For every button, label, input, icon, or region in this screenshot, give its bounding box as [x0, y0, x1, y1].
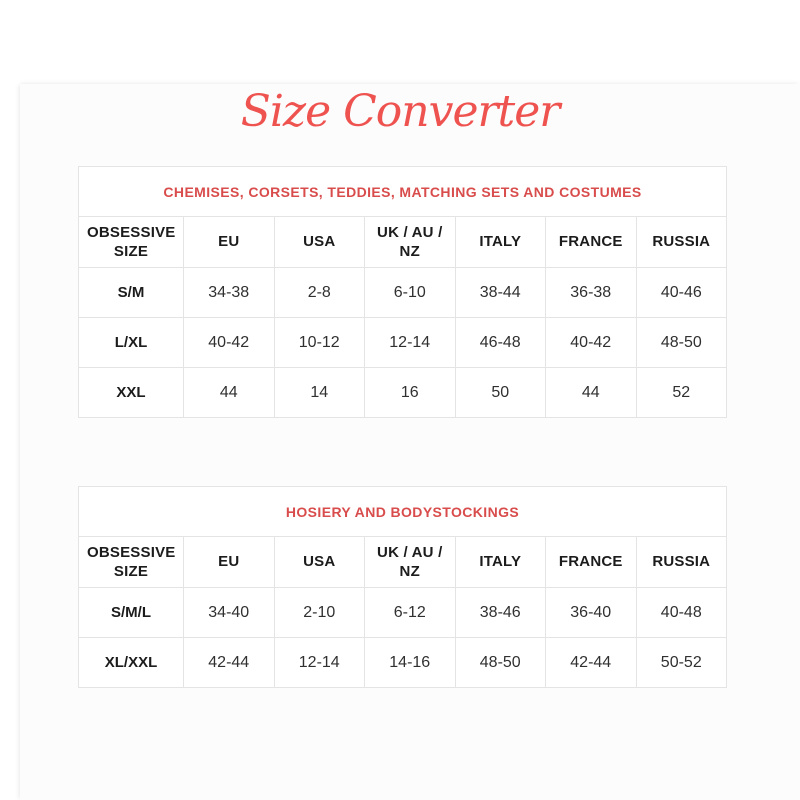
page-title: Size Converter	[240, 86, 560, 137]
column-header: USA	[274, 217, 365, 268]
column-header: OBSESSIVE SIZE	[79, 217, 184, 268]
size-value: 46-48	[455, 318, 546, 368]
size-value: 48-50	[455, 638, 546, 688]
size-value: 16	[365, 368, 456, 418]
column-header: OBSESSIVE SIZE	[79, 537, 184, 588]
size-value: 34-38	[184, 268, 275, 318]
column-header: FRANCE	[546, 217, 637, 268]
size-value: 50	[455, 368, 546, 418]
size-label: XXL	[79, 368, 184, 418]
size-value: 38-44	[455, 268, 546, 318]
column-header: RUSSIA	[636, 217, 727, 268]
column-header: RUSSIA	[636, 537, 727, 588]
size-value: 6-12	[365, 588, 456, 638]
column-header: FRANCE	[546, 537, 637, 588]
size-table-hosiery-bodystockings	[78, 486, 727, 688]
size-value: 48-50	[636, 318, 727, 368]
size-value: 36-38	[546, 268, 637, 318]
column-header: USA	[274, 537, 365, 588]
size-label: S/M	[79, 268, 184, 318]
size-value: 42-44	[184, 638, 275, 688]
column-header-row	[79, 217, 727, 268]
table-title-row	[79, 167, 727, 217]
size-value: 10-12	[274, 318, 365, 368]
size-value: 44	[546, 368, 637, 418]
table-title-row	[79, 487, 727, 537]
size-table-chemises-corsets	[78, 166, 727, 418]
column-header-row	[79, 537, 727, 588]
size-value: 2-8	[274, 268, 365, 318]
size-value: 40-46	[636, 268, 727, 318]
size-value: 52	[636, 368, 727, 418]
size-value: 6-10	[365, 268, 456, 318]
size-value: 40-48	[636, 588, 727, 638]
table-row	[79, 268, 727, 318]
size-value: 38-46	[455, 588, 546, 638]
size-value: 12-14	[274, 638, 365, 688]
column-header: UK / AU / NZ	[365, 217, 456, 268]
table-row	[79, 318, 727, 368]
size-value: 36-40	[546, 588, 637, 638]
size-value: 42-44	[546, 638, 637, 688]
size-value: 12-14	[365, 318, 456, 368]
size-value: 50-52	[636, 638, 727, 688]
size-label: L/XL	[79, 318, 184, 368]
table-title: CHEMISES, CORSETS, TEDDIES, MATCHING SETS AND COSTUMES	[79, 167, 727, 217]
size-value: 14	[274, 368, 365, 418]
column-header: ITALY	[455, 217, 546, 268]
size-value: 34-40	[184, 588, 275, 638]
table-row	[79, 638, 727, 688]
size-value: 40-42	[546, 318, 637, 368]
table-row	[79, 588, 727, 638]
size-value: 44	[184, 368, 275, 418]
table-row	[79, 368, 727, 418]
column-header: UK / AU / NZ	[365, 537, 456, 588]
column-header: EU	[184, 217, 275, 268]
size-label: XL/XXL	[79, 638, 184, 688]
size-label: S/M/L	[79, 588, 184, 638]
size-value: 14-16	[365, 638, 456, 688]
table-title: HOSIERY AND BODYSTOCKINGS	[79, 487, 727, 537]
size-value: 40-42	[184, 318, 275, 368]
column-header: EU	[184, 537, 275, 588]
column-header: ITALY	[455, 537, 546, 588]
size-value: 2-10	[274, 588, 365, 638]
